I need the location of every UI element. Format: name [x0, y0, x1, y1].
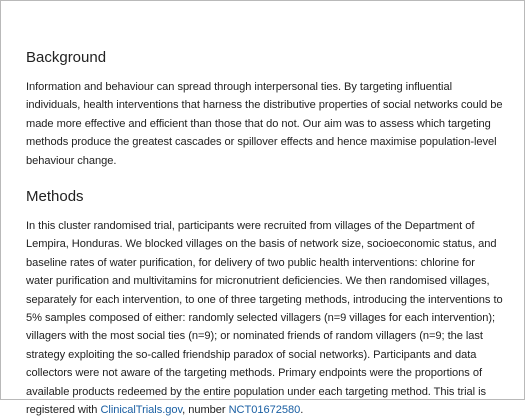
- methods-text: In this cluster randomised trial, participants were recruited from villages of the Department of Lempira, Honduras. We blocked villages on the basis of network size, socioeconomic status, and baseline rates of water purification, for delivery of two public health interventions: chlorine for water purification and multivitamins for micronutrient deficiencies. We then randomised villages, separately for each intervention, to one of three targeting methods, introducing the interventions to 5% samples composed of either: randomly selected villagers (n=9 villages for each intervention); villagers with the most social ties (n=9); or nominated friends of random villagers (n=9; the last strategy exploiting the so-called friendship paradox of social networks). Participants and data collectors were not aware of the targeting methods. Primary endpoints were the proportions of available products redeemed by the entire population under each targeting method. This trial is registered with: [26, 220, 503, 417]
- clinicaltrials-link[interactable]: ClinicalTrials.gov: [100, 404, 183, 417]
- methods-heading: Methods: [26, 188, 84, 206]
- background-paragraph: Information and behaviour can spread through interpersonal ties. By targeting influential individuals, health interventions that harness the distributive properties of social networks could be made more effective and efficient than those that do not. Our aim was to assess which targeting methods produce the greatest cascades or spillover effects and hence maximise population-level behaviour change.: [26, 81, 503, 167]
- abstract-content: [26, 47, 504, 420]
- trial-number-link[interactable]: NCT01672580: [228, 404, 301, 417]
- methods-end-text: .: [300, 404, 304, 417]
- methods-number-text: , number: [182, 404, 229, 417]
- background-section: [26, 47, 504, 170]
- background-heading: Background: [26, 49, 107, 66]
- methods-paragraph: [26, 217, 504, 419]
- methods-section: [26, 186, 504, 419]
